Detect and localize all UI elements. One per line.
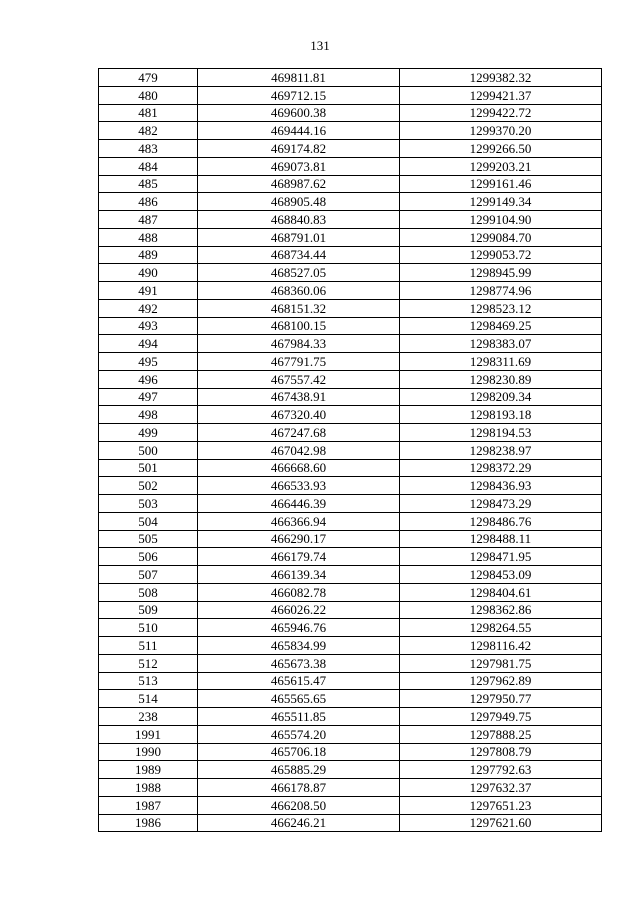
x-coordinate-cell: 465946.76 xyxy=(198,619,400,637)
table-row xyxy=(99,424,602,442)
point-number-cell: 480 xyxy=(99,86,198,104)
table-row xyxy=(99,654,602,672)
x-coordinate-cell: 467320.40 xyxy=(198,406,400,424)
y-coordinate-cell: 1298486.76 xyxy=(400,512,602,530)
point-number-cell: 499 xyxy=(99,424,198,442)
table-row xyxy=(99,761,602,779)
table-row xyxy=(99,335,602,353)
x-coordinate-cell: 468734.44 xyxy=(198,246,400,264)
table-row xyxy=(99,157,602,175)
x-coordinate-cell: 468791.01 xyxy=(198,228,400,246)
table-row xyxy=(99,796,602,814)
x-coordinate-cell: 469174.82 xyxy=(198,140,400,158)
y-coordinate-cell: 1298372.29 xyxy=(400,459,602,477)
y-coordinate-cell: 1297621.60 xyxy=(400,814,602,832)
table-row xyxy=(99,86,602,104)
table-row xyxy=(99,140,602,158)
y-coordinate-cell: 1297808.79 xyxy=(400,743,602,761)
y-coordinate-cell: 1299084.70 xyxy=(400,228,602,246)
x-coordinate-cell: 469811.81 xyxy=(198,69,400,87)
point-number-cell: 482 xyxy=(99,122,198,140)
x-coordinate-cell: 467557.42 xyxy=(198,370,400,388)
table-row xyxy=(99,459,602,477)
y-coordinate-cell: 1299104.90 xyxy=(400,211,602,229)
y-coordinate-cell: 1297888.25 xyxy=(400,725,602,743)
point-number-cell: 510 xyxy=(99,619,198,637)
table-row xyxy=(99,743,602,761)
point-number-cell: 481 xyxy=(99,104,198,122)
y-coordinate-cell: 1299203.21 xyxy=(400,157,602,175)
table-row xyxy=(99,672,602,690)
y-coordinate-cell: 1298230.89 xyxy=(400,370,602,388)
point-number-cell: 505 xyxy=(99,530,198,548)
x-coordinate-cell: 466139.34 xyxy=(198,566,400,584)
coordinates-table-body xyxy=(99,69,602,832)
table-row xyxy=(99,104,602,122)
point-number-cell: 1989 xyxy=(99,761,198,779)
point-number-cell: 487 xyxy=(99,211,198,229)
point-number-cell: 507 xyxy=(99,566,198,584)
point-number-cell: 485 xyxy=(99,175,198,193)
table-row xyxy=(99,175,602,193)
point-number-cell: 1988 xyxy=(99,779,198,797)
y-coordinate-cell: 1299149.34 xyxy=(400,193,602,211)
table-row xyxy=(99,246,602,264)
x-coordinate-cell: 466290.17 xyxy=(198,530,400,548)
table-row xyxy=(99,388,602,406)
point-number-cell: 1991 xyxy=(99,725,198,743)
table-row xyxy=(99,495,602,513)
point-number-cell: 504 xyxy=(99,512,198,530)
x-coordinate-cell: 468987.62 xyxy=(198,175,400,193)
table-row xyxy=(99,548,602,566)
table-row xyxy=(99,779,602,797)
y-coordinate-cell: 1297632.37 xyxy=(400,779,602,797)
y-coordinate-cell: 1298209.34 xyxy=(400,388,602,406)
y-coordinate-cell: 1298404.61 xyxy=(400,583,602,601)
point-number-cell: 490 xyxy=(99,264,198,282)
y-coordinate-cell: 1297981.75 xyxy=(400,654,602,672)
table-row xyxy=(99,264,602,282)
point-number-cell: 238 xyxy=(99,708,198,726)
table-row xyxy=(99,512,602,530)
point-number-cell: 491 xyxy=(99,282,198,300)
x-coordinate-cell: 466026.22 xyxy=(198,601,400,619)
table-row xyxy=(99,282,602,300)
table-row xyxy=(99,530,602,548)
x-coordinate-cell: 467042.98 xyxy=(198,441,400,459)
y-coordinate-cell: 1298264.55 xyxy=(400,619,602,637)
y-coordinate-cell: 1298471.95 xyxy=(400,548,602,566)
x-coordinate-cell: 469073.81 xyxy=(198,157,400,175)
point-number-cell: 494 xyxy=(99,335,198,353)
x-coordinate-cell: 467438.91 xyxy=(198,388,400,406)
x-coordinate-cell: 465834.99 xyxy=(198,637,400,655)
x-coordinate-cell: 467791.75 xyxy=(198,353,400,371)
x-coordinate-cell: 466533.93 xyxy=(198,477,400,495)
table-row xyxy=(99,441,602,459)
x-coordinate-cell: 469600.38 xyxy=(198,104,400,122)
table-row xyxy=(99,317,602,335)
point-number-cell: 500 xyxy=(99,441,198,459)
table-row xyxy=(99,353,602,371)
point-number-cell: 513 xyxy=(99,672,198,690)
x-coordinate-cell: 466179.74 xyxy=(198,548,400,566)
y-coordinate-cell: 1297950.77 xyxy=(400,690,602,708)
point-number-cell: 1986 xyxy=(99,814,198,832)
table-row xyxy=(99,406,602,424)
x-coordinate-cell: 466446.39 xyxy=(198,495,400,513)
x-coordinate-cell: 468527.05 xyxy=(198,264,400,282)
point-number-cell: 496 xyxy=(99,370,198,388)
point-number-cell: 501 xyxy=(99,459,198,477)
y-coordinate-cell: 1298488.11 xyxy=(400,530,602,548)
y-coordinate-cell: 1298436.93 xyxy=(400,477,602,495)
table-row xyxy=(99,583,602,601)
y-coordinate-cell: 1298469.25 xyxy=(400,317,602,335)
x-coordinate-cell: 469712.15 xyxy=(198,86,400,104)
y-coordinate-cell: 1299422.72 xyxy=(400,104,602,122)
table-row xyxy=(99,690,602,708)
y-coordinate-cell: 1299161.46 xyxy=(400,175,602,193)
x-coordinate-cell: 469444.16 xyxy=(198,122,400,140)
y-coordinate-cell: 1299382.32 xyxy=(400,69,602,87)
x-coordinate-cell: 467247.68 xyxy=(198,424,400,442)
table-row xyxy=(99,370,602,388)
point-number-cell: 506 xyxy=(99,548,198,566)
point-number-cell: 511 xyxy=(99,637,198,655)
x-coordinate-cell: 465511.85 xyxy=(198,708,400,726)
x-coordinate-cell: 465615.47 xyxy=(198,672,400,690)
point-number-cell: 479 xyxy=(99,69,198,87)
x-coordinate-cell: 465885.29 xyxy=(198,761,400,779)
x-coordinate-cell: 468360.06 xyxy=(198,282,400,300)
table-row xyxy=(99,725,602,743)
point-number-cell: 495 xyxy=(99,353,198,371)
y-coordinate-cell: 1299370.20 xyxy=(400,122,602,140)
point-number-cell: 502 xyxy=(99,477,198,495)
point-number-cell: 488 xyxy=(99,228,198,246)
table-row xyxy=(99,814,602,832)
point-number-cell: 1990 xyxy=(99,743,198,761)
y-coordinate-cell: 1299053.72 xyxy=(400,246,602,264)
x-coordinate-cell: 468100.15 xyxy=(198,317,400,335)
table-row xyxy=(99,122,602,140)
table-row xyxy=(99,566,602,584)
point-number-cell: 498 xyxy=(99,406,198,424)
x-coordinate-cell: 467984.33 xyxy=(198,335,400,353)
point-number-cell: 483 xyxy=(99,140,198,158)
y-coordinate-cell: 1297651.23 xyxy=(400,796,602,814)
table-row xyxy=(99,299,602,317)
point-number-cell: 508 xyxy=(99,583,198,601)
point-number-cell: 484 xyxy=(99,157,198,175)
point-number-cell: 497 xyxy=(99,388,198,406)
table-row xyxy=(99,193,602,211)
x-coordinate-cell: 466082.78 xyxy=(198,583,400,601)
table-row xyxy=(99,477,602,495)
y-coordinate-cell: 1298193.18 xyxy=(400,406,602,424)
y-coordinate-cell: 1298238.97 xyxy=(400,441,602,459)
x-coordinate-cell: 466246.21 xyxy=(198,814,400,832)
y-coordinate-cell: 1297949.75 xyxy=(400,708,602,726)
table-row xyxy=(99,637,602,655)
y-coordinate-cell: 1298473.29 xyxy=(400,495,602,513)
point-number-cell: 509 xyxy=(99,601,198,619)
y-coordinate-cell: 1298116.42 xyxy=(400,637,602,655)
point-number-cell: 503 xyxy=(99,495,198,513)
table-row xyxy=(99,708,602,726)
table-row xyxy=(99,601,602,619)
table-row xyxy=(99,228,602,246)
y-coordinate-cell: 1298774.96 xyxy=(400,282,602,300)
table-row xyxy=(99,69,602,87)
x-coordinate-cell: 465574.20 xyxy=(198,725,400,743)
x-coordinate-cell: 468905.48 xyxy=(198,193,400,211)
page-number: 131 xyxy=(310,38,330,53)
y-coordinate-cell: 1298945.99 xyxy=(400,264,602,282)
y-coordinate-cell: 1298523.12 xyxy=(400,299,602,317)
x-coordinate-cell: 466178.87 xyxy=(198,779,400,797)
point-number-cell: 489 xyxy=(99,246,198,264)
point-number-cell: 486 xyxy=(99,193,198,211)
x-coordinate-cell: 465673.38 xyxy=(198,654,400,672)
y-coordinate-cell: 1298311.69 xyxy=(400,353,602,371)
y-coordinate-cell: 1299266.50 xyxy=(400,140,602,158)
y-coordinate-cell: 1299421.37 xyxy=(400,86,602,104)
x-coordinate-cell: 466366.94 xyxy=(198,512,400,530)
table-row xyxy=(99,619,602,637)
y-coordinate-cell: 1298362.86 xyxy=(400,601,602,619)
y-coordinate-cell: 1298194.53 xyxy=(400,424,602,442)
point-number-cell: 493 xyxy=(99,317,198,335)
y-coordinate-cell: 1297962.89 xyxy=(400,672,602,690)
x-coordinate-cell: 466208.50 xyxy=(198,796,400,814)
point-number-cell: 1987 xyxy=(99,796,198,814)
x-coordinate-cell: 465706.18 xyxy=(198,743,400,761)
x-coordinate-cell: 465565.65 xyxy=(198,690,400,708)
point-number-cell: 492 xyxy=(99,299,198,317)
y-coordinate-cell: 1298453.09 xyxy=(400,566,602,584)
point-number-cell: 512 xyxy=(99,654,198,672)
y-coordinate-cell: 1298383.07 xyxy=(400,335,602,353)
y-coordinate-cell: 1297792.63 xyxy=(400,761,602,779)
table-row xyxy=(99,211,602,229)
x-coordinate-cell: 468840.83 xyxy=(198,211,400,229)
x-coordinate-cell: 468151.32 xyxy=(198,299,400,317)
x-coordinate-cell: 466668.60 xyxy=(198,459,400,477)
point-number-cell: 514 xyxy=(99,690,198,708)
coordinates-table xyxy=(98,68,602,832)
